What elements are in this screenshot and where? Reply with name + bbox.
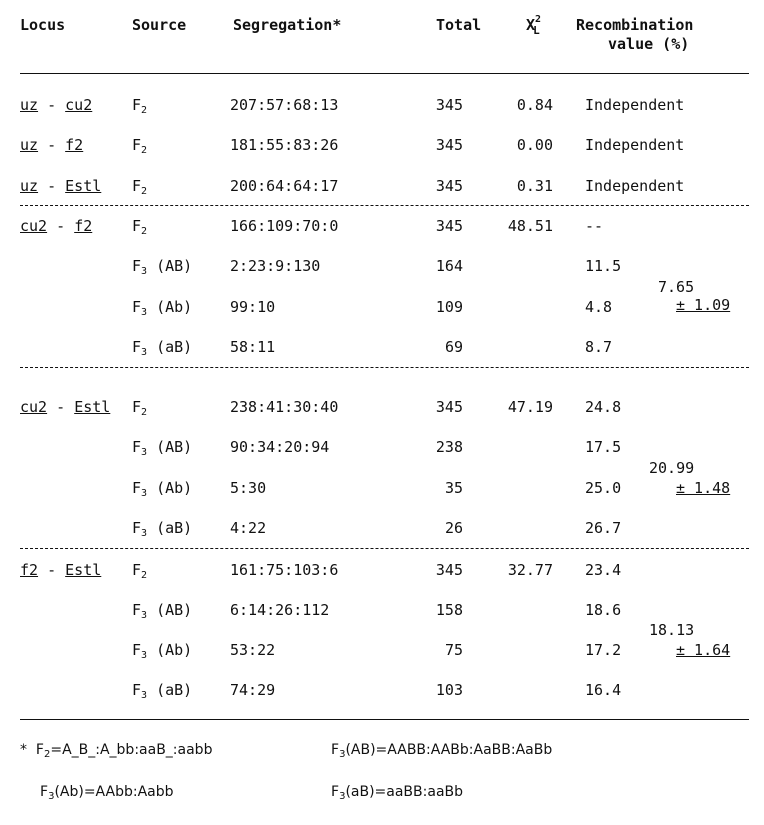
header-rule [20,73,749,74]
segregation-cell: 161:75:103:6 [230,561,339,579]
source-generation: F [132,398,142,416]
source-generation: F [132,438,142,456]
total-cell: 164 [435,257,463,275]
source-cell [132,681,192,702]
combined-error: ± 1.48 [676,479,731,497]
total-cell: 158 [435,601,463,619]
recombination-cell: 24.8 [585,398,622,416]
segregation-cell: 6:14:26:112 [230,601,330,619]
segregation-cell: 238:41:30:40 [230,398,339,416]
header-total: Total [436,16,482,34]
locus-pair [20,561,101,579]
segregation-cell: 99:10 [230,298,276,316]
source-generation: F [132,681,142,699]
source-cell [132,217,147,238]
total-cell: 35 [444,479,463,497]
source-cell [132,177,147,198]
total-cell: 103 [435,681,463,699]
recombination-cell: 16.4 [585,681,622,699]
combined-error: ± 1.09 [676,296,731,314]
locus-b: Estl [65,177,102,195]
source-generation-subscript: 3 [141,610,148,621]
source-cell [132,641,192,662]
source-generation: F [132,561,142,579]
recombination-cell: 8.7 [585,338,613,356]
total-cell: 345 [435,136,463,154]
locus-separator: - [47,136,57,154]
total-cell: 345 [435,398,463,416]
source-generation: F [132,217,142,235]
source-cell [132,601,192,622]
source-cell [132,479,192,500]
source-cell [132,136,147,157]
segregation-cell: 4:22 [230,519,267,537]
recombination-cell: 18.6 [585,601,622,619]
source-generation-subscript: 3 [141,447,148,458]
locus-separator: - [47,96,57,114]
source-generation-subscript: 2 [141,570,148,581]
source-generation: F [132,601,142,619]
locus-pair [20,177,101,195]
recombination-cell: 26.7 [585,519,622,537]
group-separator [20,205,749,206]
locus-separator: - [56,398,66,416]
segregation-cell: 74:29 [230,681,276,699]
source-generation: F [132,298,142,316]
total-cell: 238 [435,438,463,456]
source-generation: F [132,479,142,497]
locus-b: f2 [65,136,84,154]
source-generation: F [132,338,142,356]
recombination-cell: Independent [585,177,685,195]
recombination-cell: 25.0 [585,479,622,497]
combined-error: ± 1.64 [676,641,731,659]
source-cell [132,298,192,319]
source-generation: F [132,257,142,275]
source-generation: F [132,177,142,195]
header-chi-subscript: L [533,24,540,37]
source-class: (Ab) [156,479,193,497]
header-chi-symbol: X [526,16,536,34]
header-segregation: Segregation* [233,16,342,34]
source-generation-subscript: 2 [141,407,148,418]
locus-a: uz [20,136,39,154]
locus-a: uz [20,177,39,195]
total-cell: 345 [435,217,463,235]
recombination-cell: 4.8 [585,298,613,316]
source-generation-subscript: 3 [141,347,148,358]
footnote-star: * [20,742,27,758]
combined-value: 20.99 [649,459,695,477]
total-cell: 109 [435,298,463,316]
group-separator [20,367,749,368]
chi-square-cell: 32.77 [507,561,553,579]
total-cell: 26 [444,519,463,537]
source-class: (aB) [156,519,193,537]
locus-separator: - [47,561,57,579]
segregation-cell: 90:34:20:94 [230,438,330,456]
source-generation: F [132,96,142,114]
source-generation-subscript: 3 [141,266,148,277]
total-cell: 345 [435,177,463,195]
recombination-cell: 17.5 [585,438,622,456]
chi-square-cell: 48.51 [507,217,553,235]
source-cell [132,338,192,359]
source-cell [132,398,147,419]
header-source: Source [132,16,187,34]
recombination-cell: 23.4 [585,561,622,579]
source-cell [132,519,192,540]
recombination-cell: 17.2 [585,641,622,659]
chi-square-cell: 0.00 [516,136,553,154]
source-cell [132,561,147,582]
recombination-cell: 11.5 [585,257,622,275]
source-generation-subscript: 3 [141,528,148,539]
locus-b: f2 [74,217,93,235]
source-generation-subscript: 3 [141,488,148,499]
segregation-cell: 58:11 [230,338,276,356]
total-cell: 345 [435,561,463,579]
locus-pair [20,398,110,416]
locus-a: f2 [20,561,39,579]
combined-value: 7.65 [658,278,695,296]
locus-pair [20,136,83,154]
source-generation: F [132,519,142,537]
locus-b: Estl [74,398,111,416]
combined-value: 18.13 [649,621,695,639]
locus-separator: - [56,217,66,235]
source-class: (aB) [156,338,193,356]
recombination-cell: Independent [585,96,685,114]
footer-rule [20,719,749,720]
segregation-cell: 2:23:9:130 [230,257,321,275]
source-generation: F [132,641,142,659]
locus-a: uz [20,96,39,114]
source-generation: F [132,136,142,154]
source-class: (AB) [156,257,193,275]
header-recombination: Recombination [576,16,694,34]
total-cell: 69 [444,338,463,356]
segregation-cell: 53:22 [230,641,276,659]
source-generation-subscript: 2 [141,145,148,156]
locus-pair [20,96,92,114]
locus-b: cu2 [65,96,93,114]
header-recombination-unit: value (%) [608,35,690,53]
source-class: (Ab) [156,298,193,316]
source-cell [132,438,192,459]
footnote-f3-Ab: $F_3(Ab)=AAbb:Aabb$ [40,784,174,802]
total-cell: 345 [435,96,463,114]
segregation-cell: 181:55:83:26 [230,136,339,154]
segregation-cell: 207:57:68:13 [230,96,339,114]
footnote-f3-ab: $F_3(AB)=AABB:AABb:AaBB:AaBb$ [331,742,553,760]
recombination-cell: -- [585,217,604,235]
source-generation-subscript: 2 [141,226,148,237]
source-class: (AB) [156,438,193,456]
total-cell: 75 [444,641,463,659]
locus-b: Estl [65,561,102,579]
header-chi-square [526,16,548,37]
chi-square-cell: 0.31 [516,177,553,195]
chi-square-cell: 0.84 [516,96,553,114]
recombination-cell: Independent [585,136,685,154]
source-class: (Ab) [156,641,193,659]
source-cell [132,257,192,278]
source-class: (aB) [156,681,193,699]
locus-separator: - [47,177,57,195]
group-separator [20,548,749,549]
source-class: (AB) [156,601,193,619]
locus-a: cu2 [20,217,48,235]
locus-pair [20,217,92,235]
segregation-cell: 200:64:64:17 [230,177,339,195]
segregation-cell: 5:30 [230,479,267,497]
source-generation-subscript: 3 [141,690,148,701]
source-generation-subscript: 3 [141,307,148,318]
source-generation-subscript: 2 [141,186,148,197]
source-generation-subscript: 2 [141,105,148,116]
locus-a: cu2 [20,398,48,416]
segregation-cell: 166:109:70:0 [230,217,339,235]
source-generation-subscript: 3 [141,650,148,661]
source-cell [132,96,147,117]
footnote-f2: * $F_2=A\_B\_:A\_bb:aaB\_:aabb$ [20,742,213,760]
chi-square-cell: 47.19 [507,398,553,416]
footnote-f3-aB: $F_3(aB)=aaBB:aaBb$ [331,784,464,802]
header-chi-superscript: 2 [535,14,542,25]
header-locus: Locus [20,16,66,34]
